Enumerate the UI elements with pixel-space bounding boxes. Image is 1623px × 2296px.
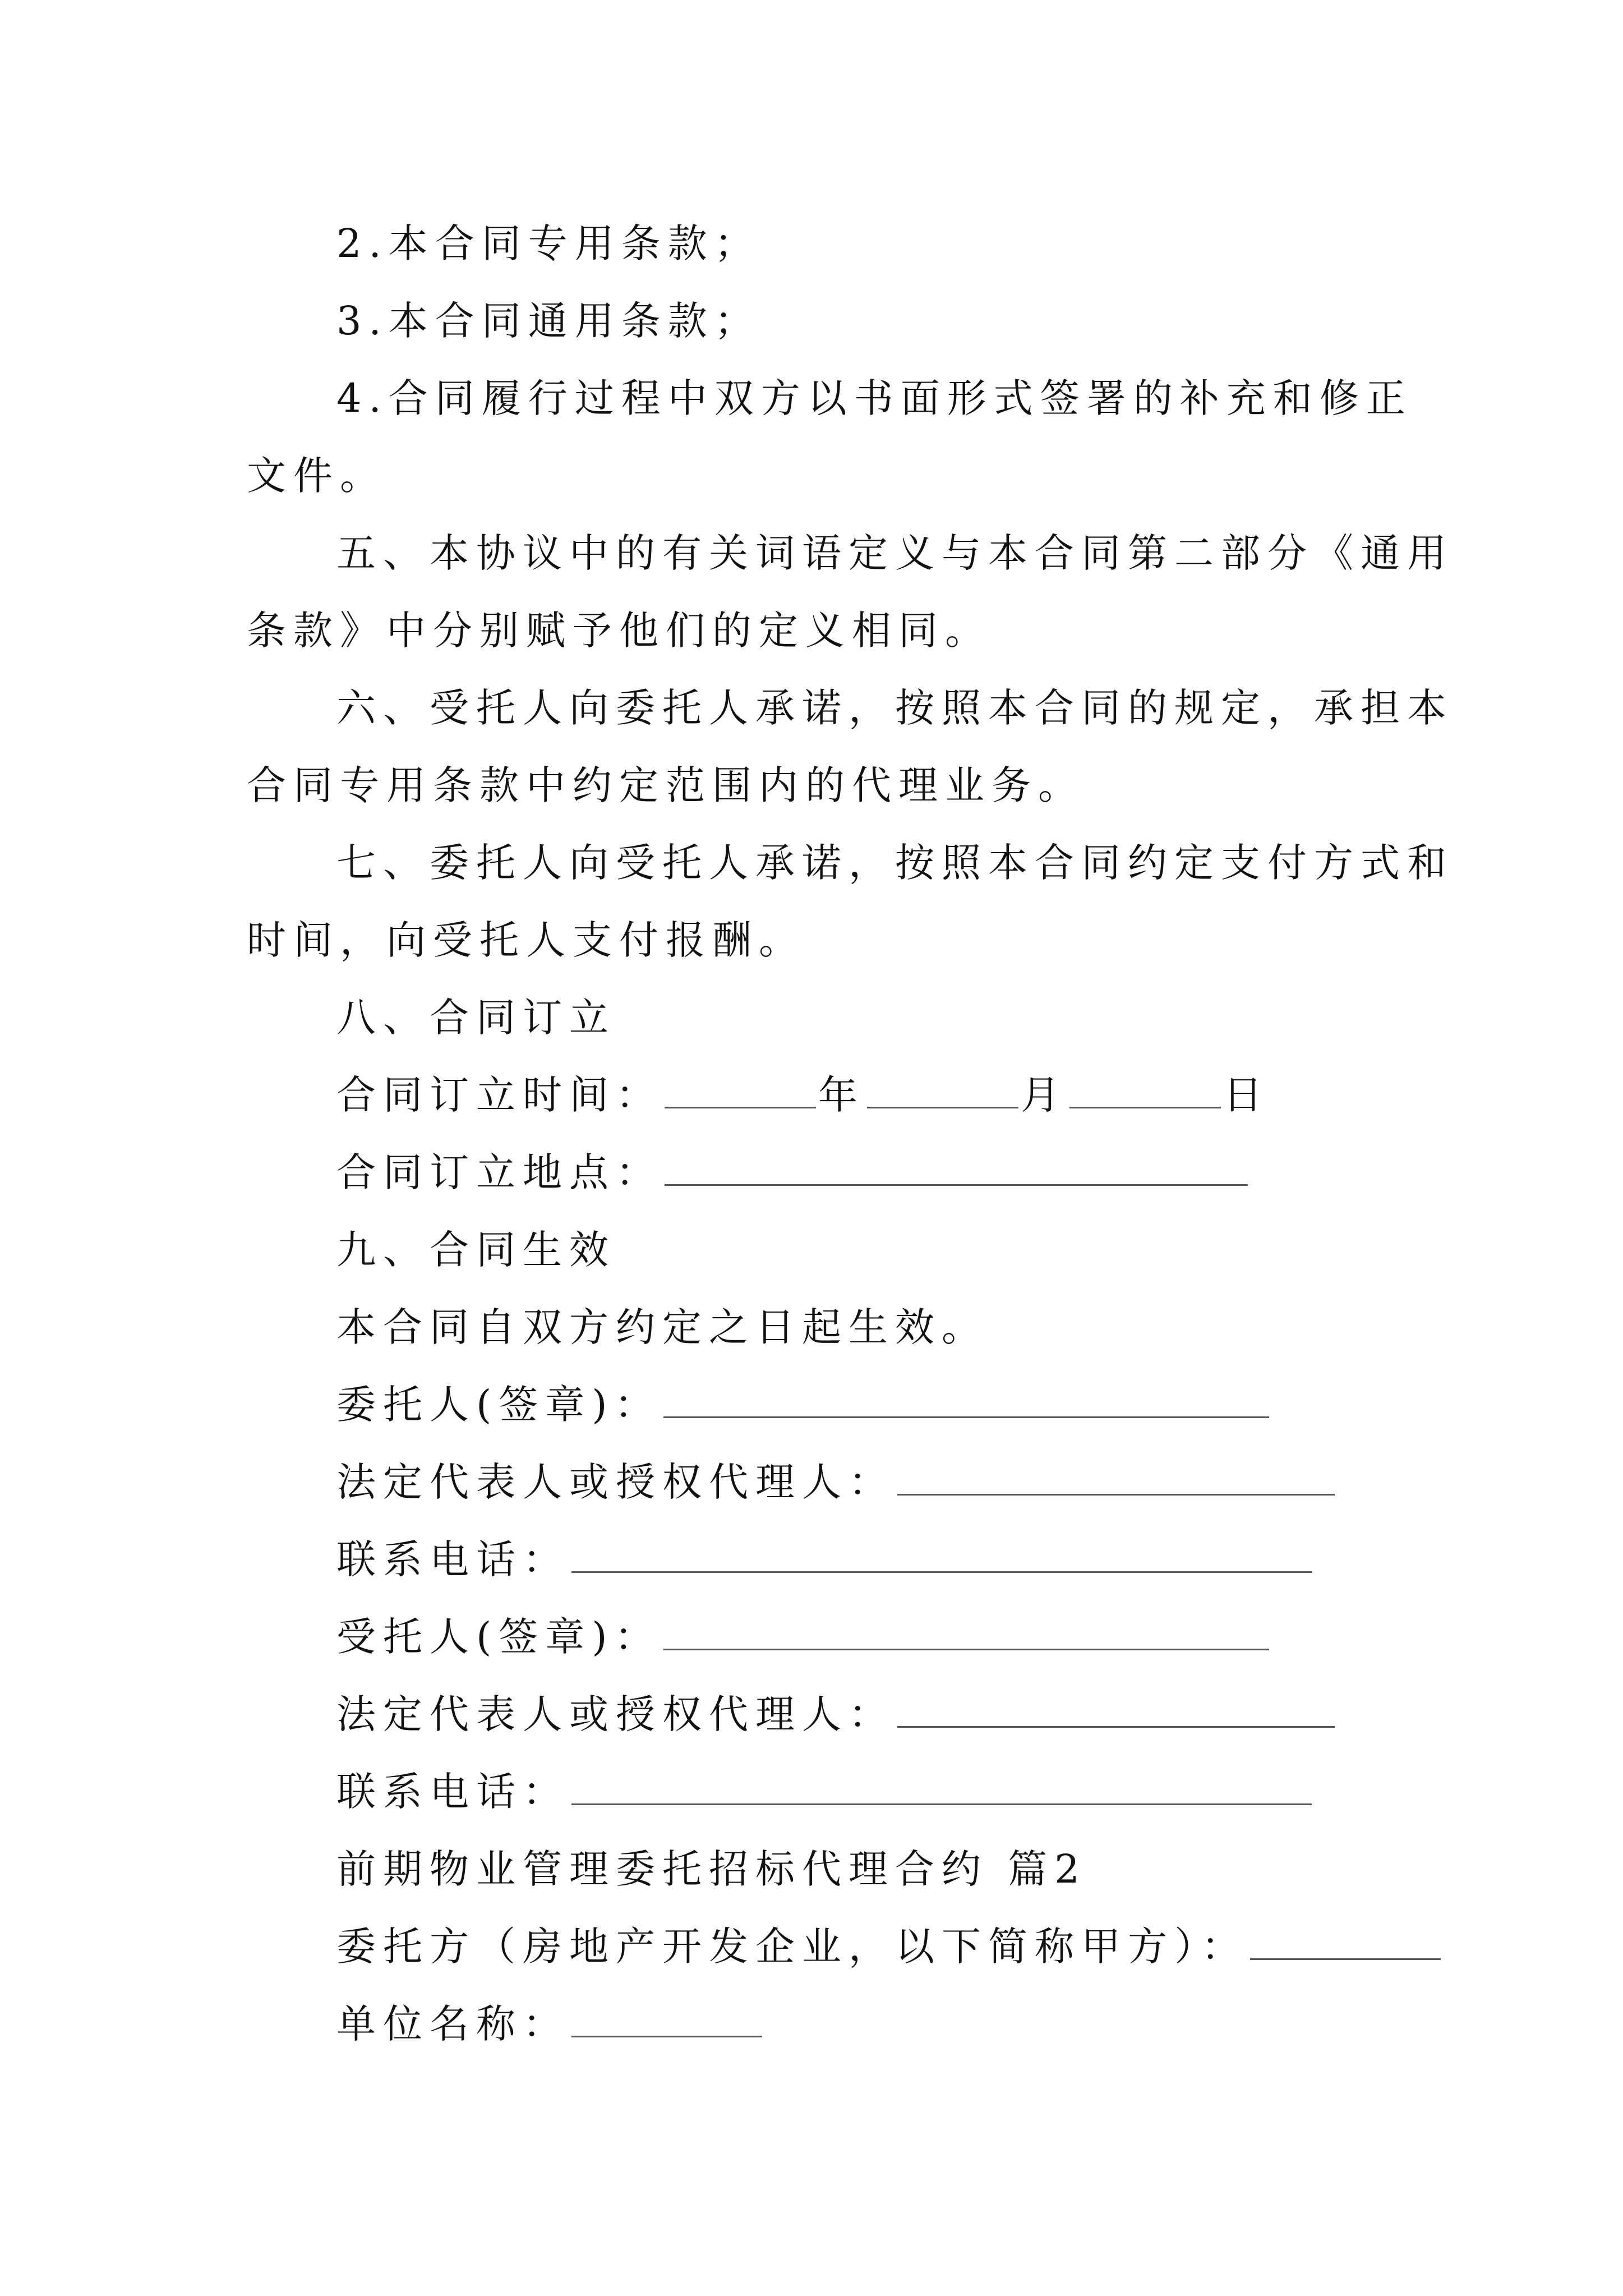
year-label: 年 <box>818 1072 865 1118</box>
unit-name-blank <box>571 2002 762 2037</box>
agent-phone-blank <box>571 1770 1312 1805</box>
clause-7-line-2: 时间，向受托人支付报酬。 <box>247 917 805 963</box>
principal-seal-label: 委托人(签章)： <box>336 1382 661 1428</box>
principal-phone-row <box>336 1531 1314 1588</box>
year-blank <box>665 1073 816 1108</box>
signing-place-label: 合同订立地点： <box>336 1149 662 1195</box>
signing-heading: 八、合同订立 <box>336 995 616 1041</box>
agent-rep-blank <box>897 1692 1335 1728</box>
item-2: 2.本合同专用条款； <box>336 220 761 266</box>
effect-heading: 九、合同生效 <box>336 1227 616 1273</box>
principal-rep-blank <box>897 1460 1335 1496</box>
agent-phone-row <box>336 1764 1314 1820</box>
signing-place-row <box>336 1144 1250 1200</box>
clause-6-line-1: 六、受托人向委托人承诺，按照本合同的规定，承担本 <box>336 685 1454 731</box>
client-blank <box>1250 1925 1441 1960</box>
month-blank <box>867 1073 1018 1108</box>
agent-rep-row <box>336 1686 1337 1742</box>
item-4-line-1: 4.合同履行过程中双方以书面形式签署的补充和修正 <box>336 375 1413 421</box>
principal-rep-label: 法定代表人或授权代理人： <box>336 1459 895 1505</box>
item-3: 3.本合同通用条款； <box>336 298 761 344</box>
agent-seal-label: 受托人(签章)： <box>336 1614 661 1660</box>
unit-name-row <box>336 1996 764 2052</box>
unit-name-label: 单位名称： <box>336 2001 569 2047</box>
agent-seal-blank <box>663 1615 1269 1650</box>
day-blank <box>1069 1073 1221 1108</box>
principal-seal-blank <box>663 1383 1269 1418</box>
agent-phone-label: 联系电话： <box>336 1769 569 1815</box>
signing-time-label: 合同订立时间： <box>336 1072 662 1118</box>
signing-time-row <box>336 1067 1270 1123</box>
clause-5-line-1: 五、本协议中的有关词语定义与本合同第二部分《通用 <box>336 530 1454 576</box>
agent-seal-row <box>336 1609 1271 1665</box>
clause-7-line-1: 七、委托人向受托人承诺，按照本合同约定支付方式和 <box>336 840 1454 886</box>
principal-phone-blank <box>571 1538 1312 1573</box>
place-blank <box>665 1151 1248 1186</box>
clause-5-line-2: 条款》中分别赋予他们的定义相同。 <box>247 608 992 654</box>
client-label: 委托方（房地产开发企业，以下简称甲方）： <box>336 1924 1248 1970</box>
item-4-line-2: 文件。 <box>247 453 386 499</box>
client-row <box>336 1918 1443 1975</box>
next-section-title: 前期物业管理委托招标代理合约 篇2 <box>336 1846 1087 1892</box>
month-label: 月 <box>1021 1072 1067 1118</box>
day-label: 日 <box>1223 1072 1270 1118</box>
clause-6-line-2: 合同专用条款中约定范围内的代理业务。 <box>247 762 1085 808</box>
principal-phone-label: 联系电话： <box>336 1536 569 1582</box>
agent-rep-label: 法定代表人或授权代理人： <box>336 1691 895 1737</box>
principal-seal-row <box>336 1377 1271 1433</box>
effect-text: 本合同自双方约定之日起生效。 <box>336 1304 988 1350</box>
principal-rep-row <box>336 1454 1337 1510</box>
